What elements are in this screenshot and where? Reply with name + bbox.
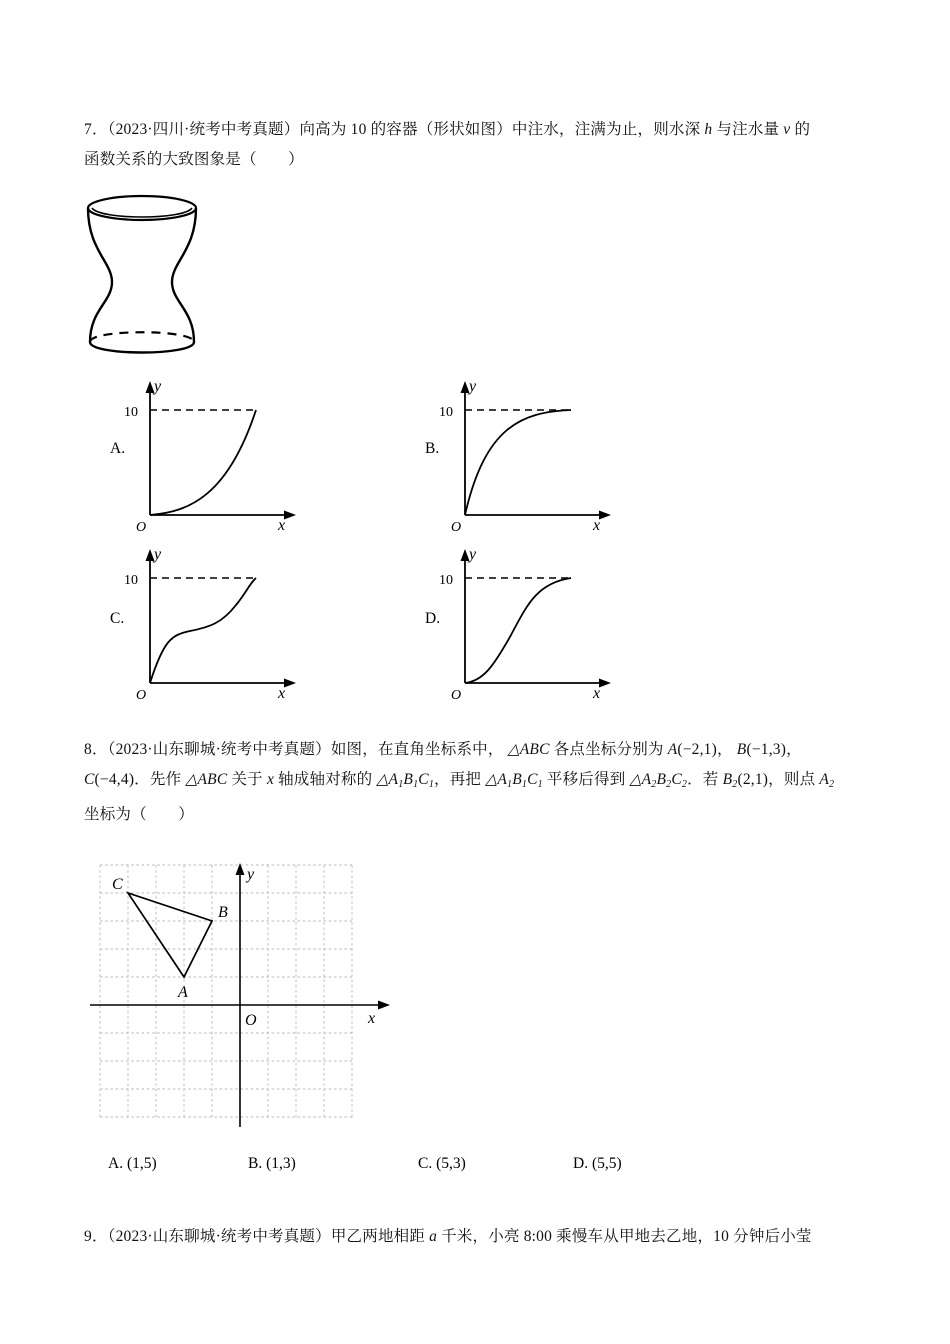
q8-option-D-label: D. — [573, 1155, 589, 1172]
q8-number: 8． — [84, 741, 108, 758]
svg-text:10: 10 — [439, 573, 453, 588]
q7-body-2: 函数关系的大致图象是（ ） — [84, 151, 304, 168]
svg-text:y: y — [469, 546, 477, 563]
option-A-graph — [110, 375, 310, 535]
q8-option-B-value: (1,3) — [266, 1155, 296, 1172]
svg-text:B: B — [218, 904, 228, 921]
svg-text:O: O — [136, 688, 147, 703]
svg-text:O: O — [136, 520, 147, 535]
question-7-text — [84, 115, 874, 175]
svg-text:y: y — [154, 546, 162, 563]
option-C-graph — [110, 543, 310, 703]
q7-number: 7． — [84, 121, 108, 138]
option-D-label: D. — [425, 610, 441, 627]
svg-text:x: x — [368, 1010, 376, 1027]
question-8-text — [84, 735, 874, 830]
option-D-graph — [425, 543, 625, 703]
option-C-label: C. — [110, 610, 125, 627]
q7-body-1: 向高为 10 的容器（形状如图）中注水，注满为止，则水深 h 与注水量 v 的 — [299, 121, 811, 138]
q9-number: 9． — [84, 1228, 108, 1245]
svg-text:y: y — [154, 378, 162, 395]
svg-text:10: 10 — [124, 405, 138, 420]
svg-text:10: 10 — [439, 405, 453, 420]
q8-body-1: 如图，在直角坐标系中， △ABC 各点坐标分别为 A(−2,1)， B(−1,3)， — [330, 741, 802, 758]
q8-option-C-value: (5,3) — [436, 1155, 466, 1172]
q8-option-A[interactable] — [108, 1155, 157, 1173]
hourglass-vessel-figure — [78, 190, 218, 360]
cartesian-grid-triangle-figure — [90, 855, 410, 1145]
q8-option-D-value: (5,5) — [591, 1155, 622, 1172]
svg-text:x: x — [278, 517, 286, 534]
question-9-text — [84, 1222, 884, 1252]
svg-text:y: y — [247, 866, 255, 883]
q8-body-3: 坐标为（ ） — [84, 806, 194, 823]
q9-source: （2023·山东聊城·统考中考真题） — [107, 1228, 331, 1245]
svg-text:10: 10 — [124, 573, 138, 588]
svg-text:C: C — [112, 876, 123, 893]
option-B-graph — [425, 375, 625, 535]
svg-text:x: x — [593, 517, 601, 534]
option-A-label: A. — [110, 440, 126, 457]
q8-option-A-label: A. — [108, 1155, 124, 1172]
q8-option-D[interactable] — [573, 1155, 622, 1173]
svg-text:A: A — [178, 984, 188, 1001]
q8-option-B-label: B. — [248, 1155, 263, 1172]
svg-text:O: O — [451, 688, 462, 703]
q8-option-C-label: C. — [418, 1155, 433, 1172]
svg-text:x: x — [278, 685, 286, 702]
q8-body-2: C(−4,4)．先作 △ABC 关于 x 轴成轴对称的 $\triangle A_1B_1C_1$，再把 $\triangle A_1B_1C_1$ 平移后得到 $\triangle A_2B_2C_2$．若 $B_2(2,1)$，则点 $A_2$ — [84, 771, 835, 790]
svg-text:O: O — [451, 520, 462, 535]
q8-option-B[interactable] — [248, 1155, 296, 1173]
svg-text:x: x — [593, 685, 601, 702]
q8-option-A-value: (1,5) — [126, 1155, 157, 1172]
svg-text:O: O — [245, 1012, 257, 1029]
svg-text:y: y — [469, 378, 477, 395]
option-B-label: B. — [425, 440, 440, 457]
q8-source: （2023·山东聊城·统考中考真题） — [107, 741, 331, 758]
q8-option-C[interactable] — [418, 1155, 466, 1173]
q9-body: 甲乙两地相距 a 千米，小亮 8:00 乘慢车从甲地去乙地，10 分钟后小莹 — [330, 1228, 812, 1245]
q7-source: （2023·四川·统考中考真题） — [107, 121, 300, 138]
